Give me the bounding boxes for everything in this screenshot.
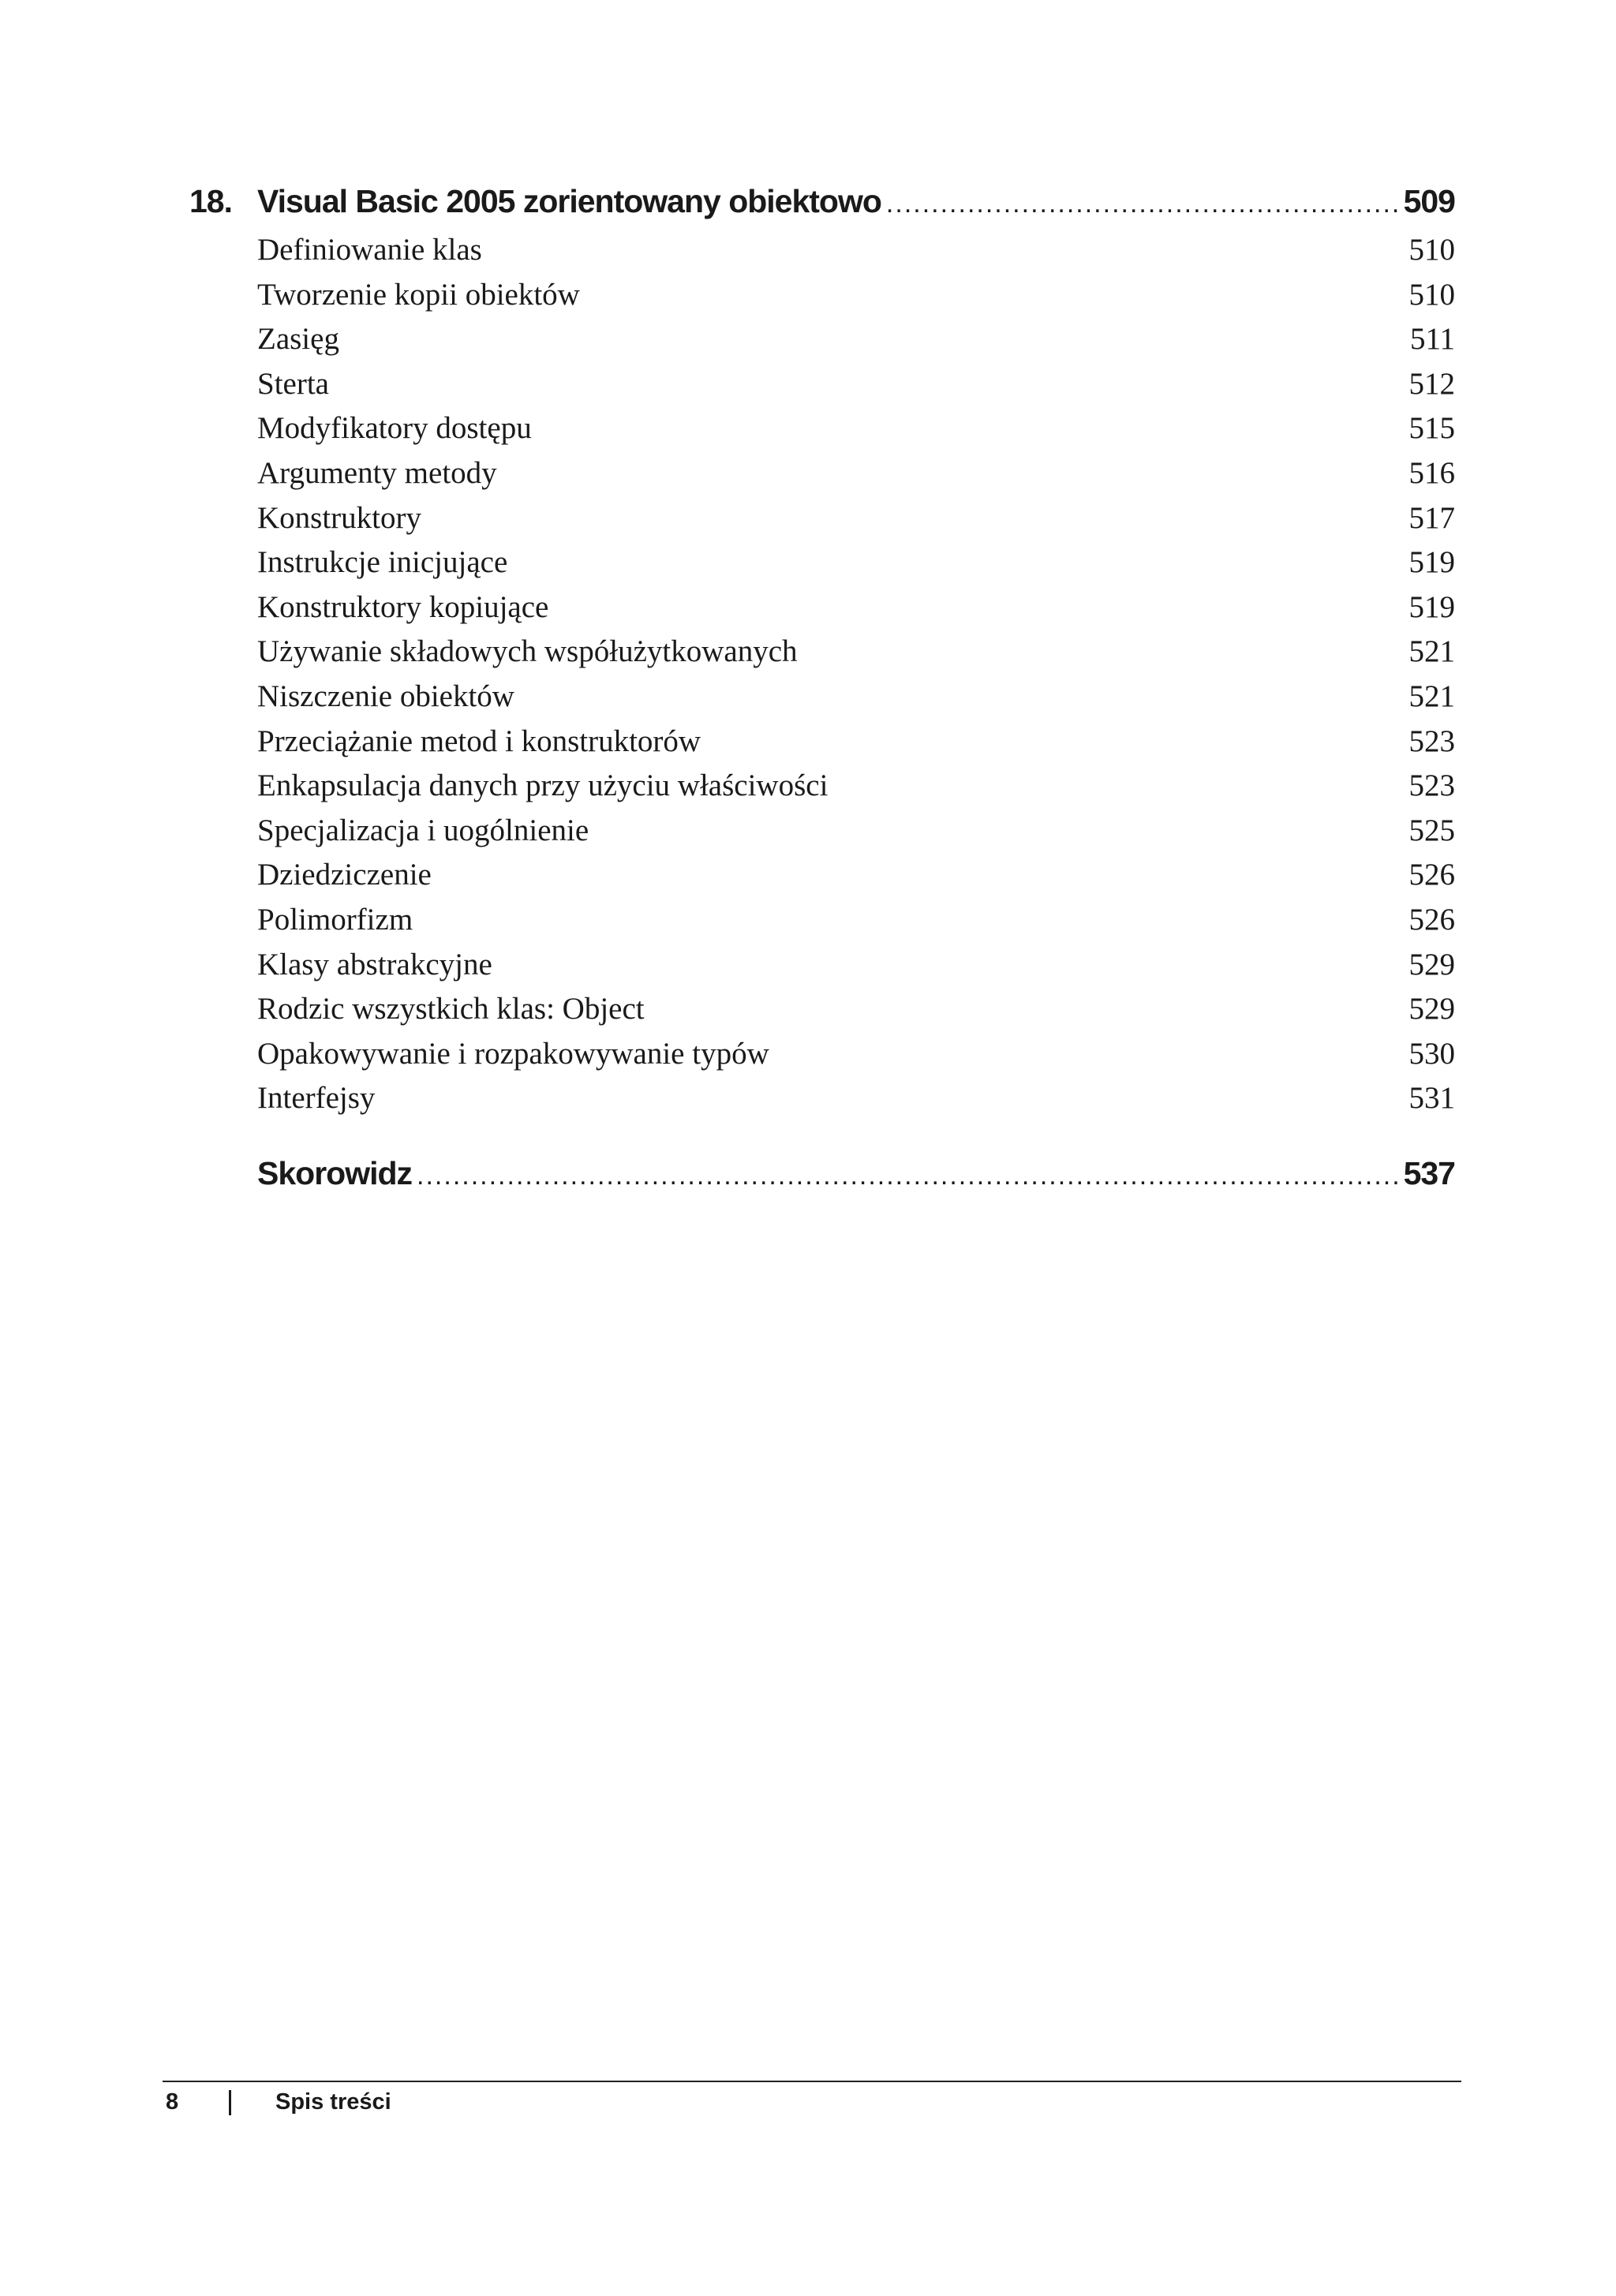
section-entry[interactable] [189,321,1455,366]
section-title: Enkapsulacja danych przy użyciu właściwości [257,768,829,803]
section-page-number: 510 [1408,233,1455,267]
section-page-number: 526 [1408,902,1455,937]
section-title: Niszczenie obiektów [257,679,514,713]
section-title: Polimorfizm [257,902,413,937]
section-title: Klasy abstrakcyjne [257,947,492,982]
footer-running-title: Spis treści [275,2089,391,2115]
section-title: Specjalizacja i uogólnienie [257,813,589,847]
footer-divider [163,2081,1461,2082]
chapter-entry[interactable] [189,183,1455,232]
section-page-number: 523 [1408,768,1455,803]
section-page-number: 510 [1408,277,1455,312]
index-title: Skorowidz [257,1154,413,1191]
table-of-contents [189,183,1455,1204]
section-entry[interactable] [189,679,1455,724]
section-page-number: 512 [1408,366,1455,401]
section-title: Przeciążanie metod i konstruktorów [257,724,701,758]
footer-separator [229,2090,231,2115]
section-page-number: 521 [1408,679,1455,713]
section-page-number: 525 [1408,813,1455,847]
section-entry[interactable] [189,366,1455,411]
section-title: Tworzenie kopii obiektów [257,277,580,312]
section-title: Konstruktory [257,500,421,535]
section-title: Konstruktory kopiujące [257,589,549,624]
section-title: Używanie składowych współużytkowanych [257,634,798,669]
section-entry[interactable] [189,724,1455,768]
section-page-number: 529 [1408,947,1455,982]
section-title: Zasięg [257,322,339,357]
section-page-number: 529 [1408,992,1455,1026]
section-title: Modyfikatory dostępu [257,411,532,446]
section-entry[interactable] [189,410,1455,455]
footer-page-number: 8 [166,2089,179,2115]
section-entry[interactable] [189,768,1455,813]
dot-leader [417,1161,1399,1191]
section-page-number: 511 [1409,322,1455,357]
section-page-number: 531 [1408,1081,1455,1116]
section-list [189,232,1455,1125]
section-title: Instrukcje inicjujące [257,545,508,580]
section-page-number: 515 [1408,411,1455,446]
section-entry[interactable] [189,1080,1455,1125]
section-entry[interactable] [189,589,1455,634]
section-entry[interactable] [189,1036,1455,1081]
section-entry[interactable] [189,857,1455,902]
section-entry[interactable] [189,902,1455,947]
section-entry[interactable] [189,232,1455,277]
section-page-number: 516 [1408,455,1455,490]
section-entry[interactable] [189,634,1455,679]
section-entry[interactable] [189,455,1455,500]
section-page-number: 519 [1408,589,1455,624]
section-entry[interactable] [189,991,1455,1036]
chapter-title: Visual Basic 2005 zorientowany obiektowo [257,183,881,219]
index-entry[interactable] [189,1155,1455,1204]
chapter-page-number: 509 [1403,183,1455,219]
index-page-number: 537 [1403,1154,1455,1191]
section-page-number: 521 [1408,634,1455,669]
section-title: Interfejsy [257,1081,376,1116]
section-title: Rodzic wszystkich klas: Object [257,992,645,1026]
page-footer [166,2089,391,2115]
section-title: Dziedziczenie [257,858,432,892]
section-page-number: 530 [1408,1036,1455,1071]
section-title: Definiowanie klas [257,233,482,267]
chapter-number: 18. [189,183,232,219]
section-title: Sterta [257,366,329,401]
section-page-number: 526 [1408,858,1455,892]
section-page-number: 523 [1408,724,1455,758]
section-entry[interactable] [189,500,1455,545]
section-entry[interactable] [189,947,1455,992]
dot-leader [886,189,1399,219]
section-entry[interactable] [189,544,1455,589]
section-entry[interactable] [189,277,1455,322]
section-entry[interactable] [189,813,1455,858]
section-page-number: 519 [1408,545,1455,580]
section-title: Opakowywanie i rozpakowywanie typów [257,1036,769,1071]
section-title: Argumenty metody [257,455,497,490]
section-page-number: 517 [1408,500,1455,535]
